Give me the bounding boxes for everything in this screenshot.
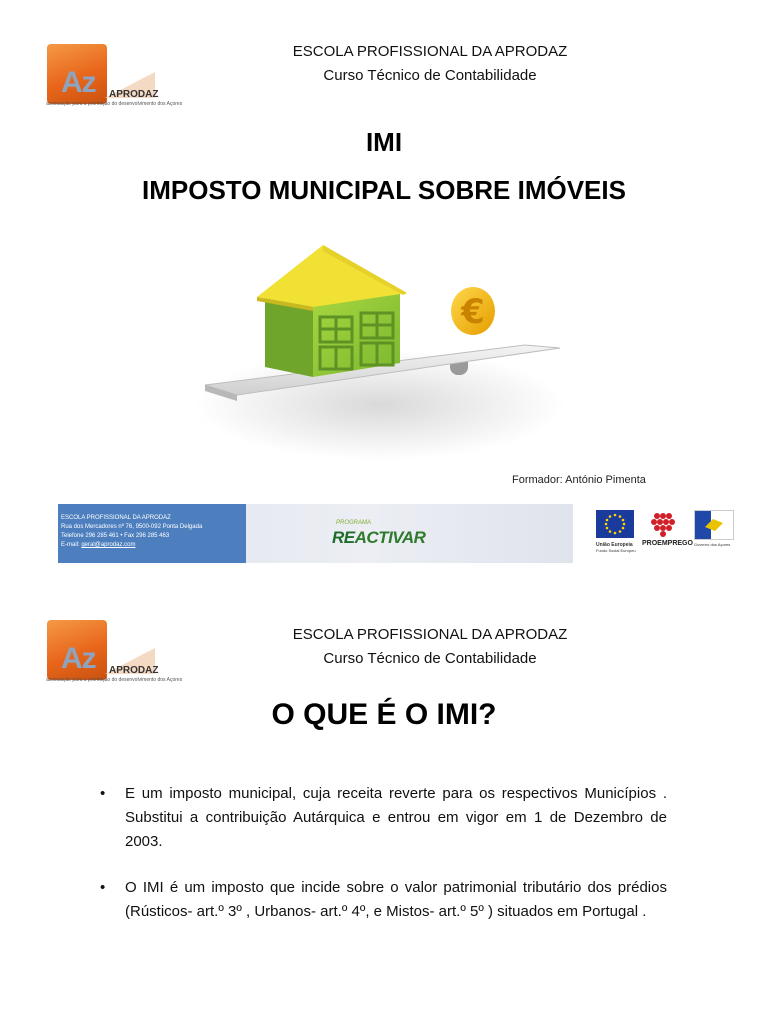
logo-name: APRODAZ [109,89,159,100]
list-item [100,782,667,854]
banner-email-label: E-mail: [61,542,82,548]
list-item [100,876,667,924]
bullet-text: E um imposto municipal, cuja receita reverte para os respectivos Municípios . Substitui a contribuição Autárquica e entrou em vigor em 1 de Dezembro de 2003. [125,785,667,850]
reactivar-prefix: PROGRAMA [336,520,372,526]
banner-email-line [61,541,246,550]
formador-label: Formador: António Pimenta [512,474,646,486]
slide1-header [230,40,630,88]
logo-name: APRODAZ [109,665,159,676]
bullet-text: O IMI é um imposto que incide sobre o valor patrimonial tributário dos prédios (Rústicos- art.º 3º , Urbanos- art.º 4º, e Mistos- art.º 5º ) situados em Portugal . [125,879,667,920]
banner-contact-block [58,504,246,563]
logo-letters: Az [61,66,96,99]
aprodaz-logo-2 [47,620,187,686]
azores-label: Governo dos Açores [694,542,731,547]
proemprego-label: PROEMPREGO [642,540,693,547]
eu-sub-label: Fundo Social Europeu [596,548,636,553]
school-name: ESCOLA PROFISSIONAL DA APRODAZ [292,626,568,643]
eu-flag-icon [596,510,634,538]
slide1-title: IMI [365,127,403,157]
reactivar-re: RE [332,528,355,547]
sponsor-banner [58,504,573,563]
banner-address: Rua dos Mercadores nº 76, 9500-092 Ponta Delgada [61,524,203,530]
proemprego-icon [648,510,678,540]
banner-school: ESCOLA PROFISSIONAL DA APRODAZ [61,515,171,521]
slide1-subtitle: IMPOSTO MUNICIPAL SOBRE IMÓVEIS [142,175,626,205]
reactivar-wordmark [332,528,425,548]
reactivar-activar: ACTIVAR [354,528,426,547]
euro-symbol: € [461,292,485,332]
logo-tagline: associação para a promoção do desenvolvimento dos Açores [46,101,183,107]
course-name: Curso Técnico de Contabilidade [323,650,537,667]
aprodaz-logo [47,44,187,110]
bullet-dot: • [100,879,106,896]
course-name: Curso Técnico de Contabilidade [323,67,537,84]
partner-logos [596,508,736,558]
azores-flag-icon [694,510,734,540]
reactivar-logo [330,517,434,551]
banner-email-link[interactable]: geral@aprodaz.com [81,542,136,548]
banner-phone: Telefone 296 285 461 • Fax 296 285 463 [61,533,170,539]
slide2-header [230,623,630,671]
bullet-list [100,782,667,946]
slide2-title: O QUE É O IMI? [271,698,497,731]
bullet-dot: • [100,785,106,802]
school-name: ESCOLA PROFISSIONAL DA APRODAZ [292,43,568,60]
eu-label: União Europeia [596,542,633,548]
house-scale-illustration [195,235,575,460]
logo-tagline: associação para a promoção do desenvolvimento dos Açores [46,677,183,683]
logo-letters: Az [61,642,96,675]
